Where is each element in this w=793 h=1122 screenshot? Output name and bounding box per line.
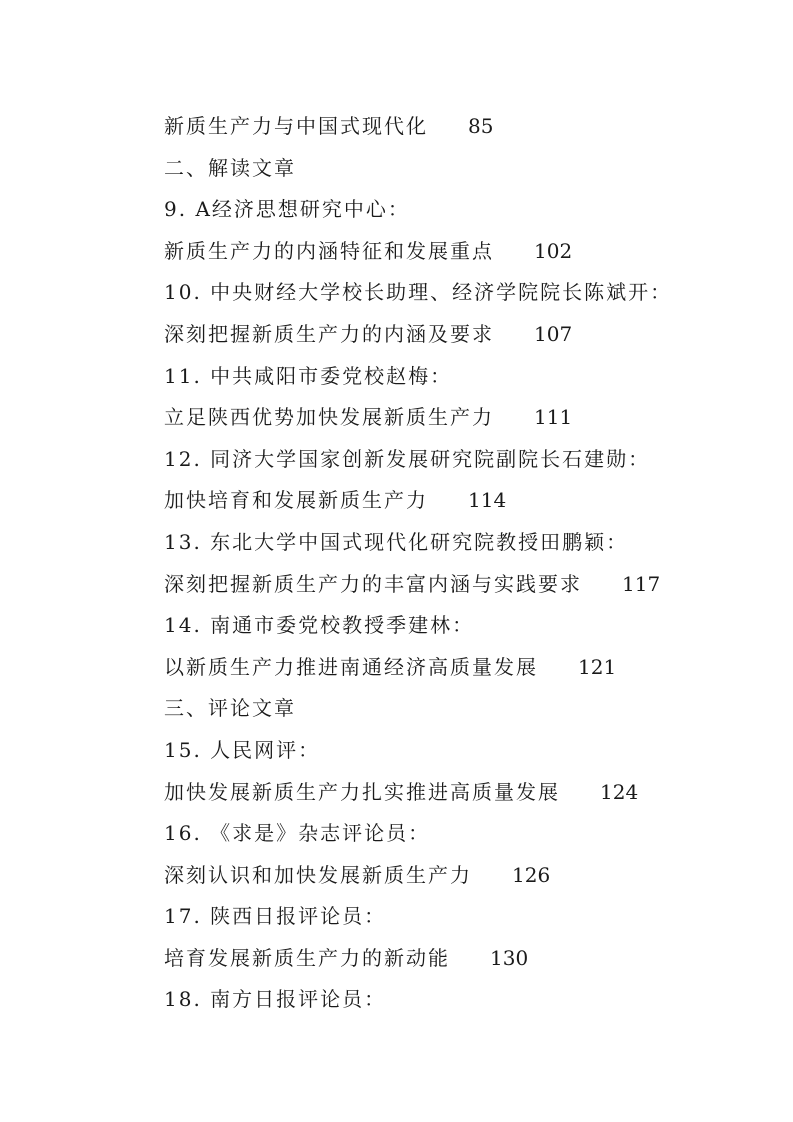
toc-entry — [164, 480, 764, 522]
toc-section-title: 三、评论文章 — [164, 696, 296, 721]
toc-author: 13. 东北大学中国式现代化研究院教授田鹏颖： — [164, 529, 629, 554]
toc-entry — [164, 397, 764, 439]
toc-author: 9. A经济思想研究中心： — [164, 197, 410, 222]
toc-page-number: 102 — [534, 238, 573, 263]
toc-entry-title: 加快培育和发展新质生产力 — [164, 488, 428, 513]
toc-author: 11. 中共咸阳市委党校赵梅： — [164, 363, 453, 388]
toc-page-number: 111 — [534, 405, 573, 430]
toc-entry — [164, 314, 764, 356]
toc-entry-title: 立足陕西优势加快发展新质生产力 — [164, 405, 494, 430]
toc-entry — [164, 231, 764, 273]
toc-entry-title: 深刻把握新质生产力的内涵及要求 — [164, 321, 494, 346]
toc-author: 18. 南方日报评论员： — [164, 987, 387, 1012]
toc-entry-title: 深刻把握新质生产力的丰富内涵与实践要求 — [164, 571, 582, 596]
toc-entry-title: 新质生产力的内涵特征和发展重点 — [164, 238, 494, 263]
toc-author: 12. 同济大学国家创新发展研究院副院长石建勋： — [164, 446, 651, 471]
toc-author-line — [164, 979, 764, 1021]
toc-author-line — [164, 439, 764, 481]
toc-entry-title: 加快发展新质生产力扎实推进高质量发展 — [164, 779, 560, 804]
toc-author-line — [164, 356, 764, 398]
toc-entry-title: 深刻认识和加快发展新质生产力 — [164, 862, 472, 887]
toc-page-number: 107 — [534, 321, 573, 346]
toc-page-number: 117 — [622, 571, 661, 596]
toc-author-line — [164, 813, 764, 855]
table-of-contents — [164, 106, 764, 1021]
toc-author-line — [164, 189, 764, 231]
toc-page-number: 121 — [578, 654, 617, 679]
toc-entry-title: 培育发展新质生产力的新动能 — [164, 945, 450, 970]
toc-author-line — [164, 605, 764, 647]
toc-author-line — [164, 272, 764, 314]
toc-page-number: 124 — [600, 779, 639, 804]
toc-entry-title: 新质生产力与中国式现代化 — [164, 114, 428, 138]
toc-entry — [164, 647, 764, 689]
toc-author: 14. 南通市委党校教授季建林： — [164, 613, 475, 638]
toc-author: 10. 中央财经大学校长助理、经济学院院长陈斌开： — [164, 280, 673, 305]
toc-entry — [164, 106, 764, 148]
toc-section-heading — [164, 148, 764, 190]
toc-page-number: 114 — [468, 488, 507, 513]
toc-author: 15. 人民网评： — [164, 737, 321, 762]
toc-entry — [164, 855, 764, 897]
toc-page-number: 126 — [512, 862, 551, 887]
toc-entry — [164, 564, 764, 606]
toc-page-number: 130 — [490, 945, 529, 970]
toc-section-title: 二、解读文章 — [164, 155, 296, 180]
toc-author: 17. 陕西日报评论员： — [164, 904, 387, 929]
toc-page-number: 85 — [468, 114, 494, 138]
toc-entry — [164, 772, 764, 814]
toc-author: 16. 《求是》杂志评论员： — [164, 821, 431, 846]
toc-author-line — [164, 730, 764, 772]
toc-author-line — [164, 522, 764, 564]
toc-entry — [164, 938, 764, 980]
toc-entry-title: 以新质生产力推进南通经济高质量发展 — [164, 654, 538, 679]
toc-author-line — [164, 896, 764, 938]
toc-section-heading — [164, 688, 764, 730]
